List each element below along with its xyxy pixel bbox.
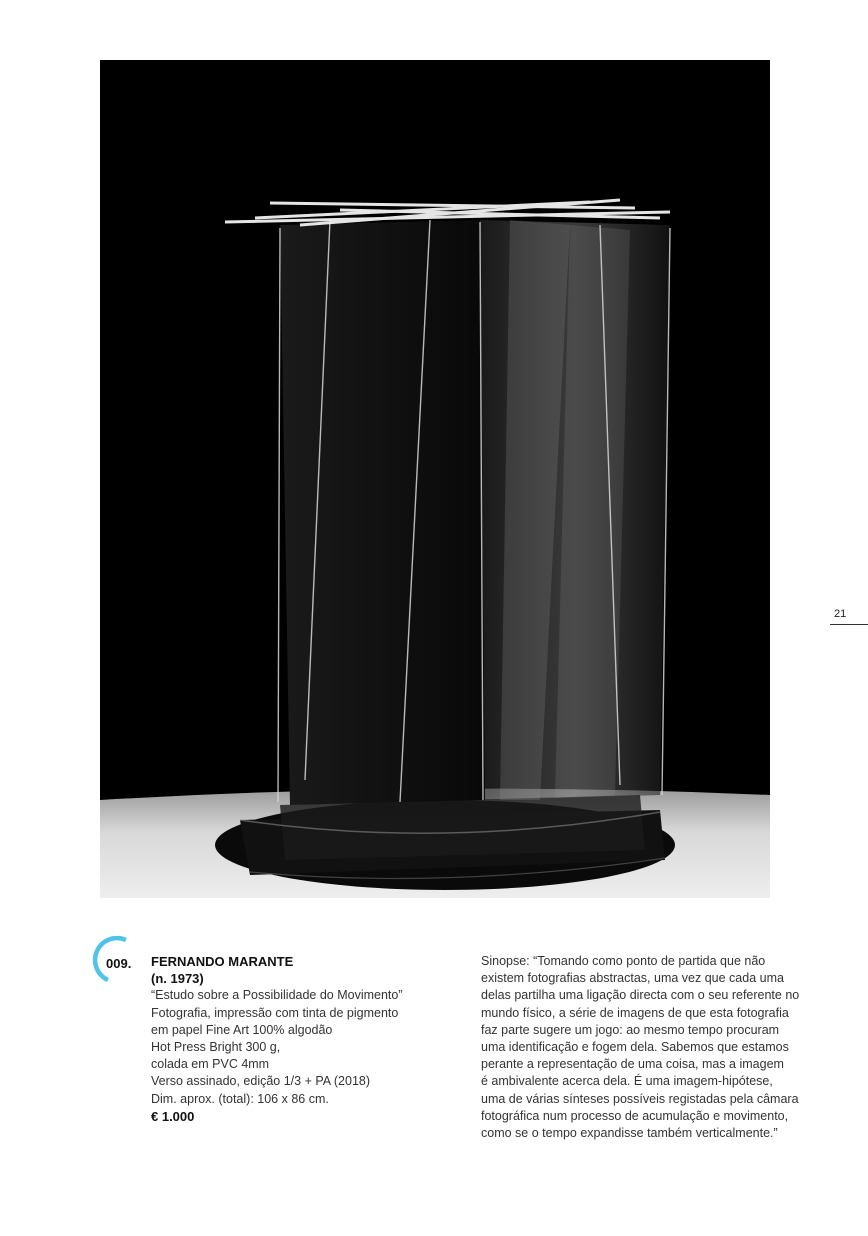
lot-detail-line: Verso assinado, edição 1/3 + PA (2018)	[151, 1074, 371, 1089]
lot-detail-line: colada em PVC 4mm	[151, 1057, 270, 1072]
page-number-rule	[830, 624, 868, 625]
page-number: 21	[834, 608, 847, 620]
lot-price: € 1.000	[151, 1108, 195, 1124]
synopsis-line: é ambivalente acerca dela. É uma imagem-hipótese,	[481, 1074, 773, 1089]
artwork-photo	[100, 60, 770, 898]
lot-info	[151, 953, 451, 1125]
lot-detail-line: em papel Fine Art 100% algodão	[151, 1022, 333, 1037]
sculpture-image	[100, 60, 770, 898]
synopsis-text	[481, 953, 801, 1142]
synopsis-line: uma identificação e fogem dela. Sabemos que estamos	[481, 1040, 789, 1055]
synopsis-line: como se o tempo expandisse também verticalmente.”	[481, 1126, 778, 1141]
lot-number: 009.	[106, 956, 132, 971]
lot-detail-line: “Estudo sobre a Possibilidade do Movimento”	[151, 988, 403, 1003]
synopsis-line: faz parte sugere um jogo: ao mesmo tempo procuram	[481, 1022, 780, 1037]
artist-birth-year: (n. 1973)	[151, 971, 204, 987]
synopsis-line: existem fotografias abstractas, uma vez que cada uma	[481, 971, 784, 986]
synopsis-line: Sinopse: “Tomando como ponto de partida que não	[481, 954, 766, 968]
synopsis-line: delas partilha uma ligação directa com o seu referente no	[481, 988, 800, 1003]
synopsis-line: mundo físico, a série de imagens de que esta fotografia	[481, 1005, 789, 1020]
synopsis-line: fotográfica num processo de acumulação e movimento,	[481, 1108, 789, 1123]
lot-detail-line: Dim. aprox. (total): 106 x 86 cm.	[151, 1091, 329, 1106]
lot-detail-line: Fotografia, impressão com tinta de pigmento	[151, 1005, 399, 1020]
synopsis-line: perante a representação de uma coisa, mas a imagem	[481, 1057, 784, 1072]
lot-detail-line: Hot Press Bright 300 g,	[151, 1040, 281, 1055]
synopsis-line: uma de várias sínteses possíveis registadas pela câmara	[481, 1091, 799, 1106]
artist-name: FERNANDO MARANTE	[151, 954, 294, 969]
